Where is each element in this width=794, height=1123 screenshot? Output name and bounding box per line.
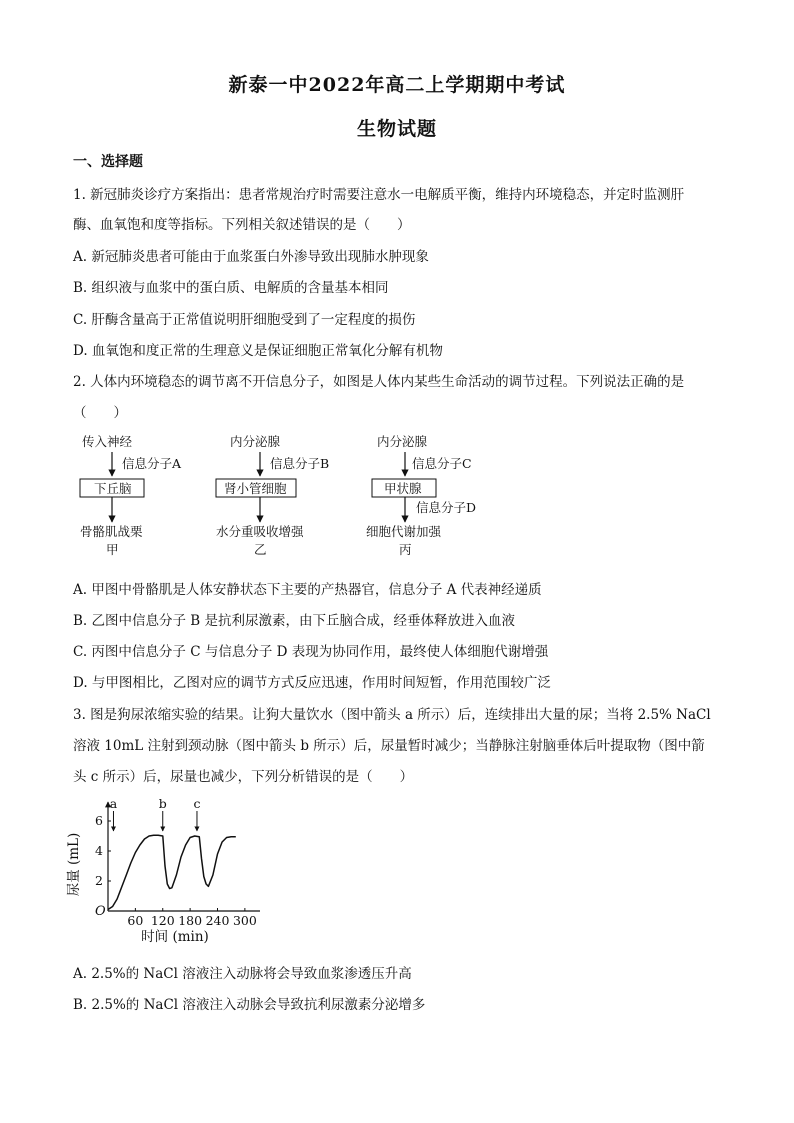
urine-volume-chart — [64, 798, 274, 950]
q3-stem-line1: 3. 图是狗尿浓缩实验的结果。让狗大量饮水（图中箭头 a 所示）后，连续排出大量的尿；当将 2.5% NaCl — [73, 707, 711, 723]
q1-option-d: D. 血氧饱和度正常的生理意义是保证细胞正常氧化分解有机物 — [73, 343, 443, 359]
q1-stem-line2: 酶、血氧饱和度等指标。下列相关叙述错误的是（ ） — [73, 217, 411, 233]
q1-stem-line1: 1. 新冠肺炎诊疗方案指出：患者常规治疗时需要注意水一电解质平衡，维持内环境稳态，并定时监测肝 — [73, 187, 685, 203]
x-tick-label: 300 — [232, 913, 257, 928]
q3-stem-line2: 溶液 10mL 注射到颈动脉（图中箭头 b 所示）后，尿量暂时减少；当静脉注射脑垂体后叶提取物（图中箭 — [73, 738, 705, 754]
bing-signal-d: 信息分子D — [416, 500, 477, 515]
x-axis-label: 时间 (min) — [141, 929, 209, 945]
yi-label: 乙 — [254, 542, 267, 557]
q2-option-d: D. 与甲图相比，乙图对应的调节方式反应迅速，作用时间短暂，作用范围较广泛 — [73, 675, 551, 691]
bing-signal-c: 信息分子C — [412, 456, 472, 471]
jia-signal-label: 信息分子A — [122, 456, 182, 471]
q3-stem-line3: 头 c 所示）后，尿量也减少，下列分析错误的是（ ） — [73, 769, 414, 785]
q3-option-a: A. 2.5%的 NaCl 溶液注入动脉将会导致血浆渗透压升高 — [73, 966, 412, 982]
y-tick-label: 6 — [95, 813, 103, 828]
bing-result: 细胞代谢加强 — [366, 524, 442, 539]
arrow-label-b: b — [158, 798, 167, 811]
regulation-diagram — [60, 430, 580, 565]
y-tick-label: 4 — [95, 843, 103, 858]
section-heading: 一、选择题 — [73, 154, 143, 170]
origin-label: O — [95, 904, 106, 919]
yi-box-label: 肾小管细胞 — [224, 481, 287, 496]
y-axis-label: 尿量 (mL) — [66, 832, 82, 897]
jia-box-label: 下丘脑 — [94, 481, 132, 496]
yi-result: 水分重吸收增强 — [216, 524, 304, 539]
x-tick-label: 180 — [178, 913, 203, 928]
urine-volume-line — [108, 835, 236, 909]
q2-option-b: B. 乙图中信息分子 B 是抗利尿激素，由下丘脑合成，经垂体释放进入血液 — [73, 613, 516, 629]
q2-option-c: C. 丙图中信息分子 C 与信息分子 D 表现为协同作用，最终使人体细胞代谢增强 — [73, 644, 549, 660]
q3-option-b: B. 2.5%的 NaCl 溶液注入动脉会导致抗利尿激素分泌增多 — [73, 997, 426, 1013]
y-tick-label: 2 — [95, 873, 103, 888]
bing-top-label: 内分泌腺 — [377, 434, 428, 449]
exam-subtitle: 生物试题 — [356, 118, 437, 140]
q2-stem-line1: 2. 人体内环境稳态的调节离不开信息分子，如图是人体内某些生命活动的调节过程。下列说法正确的是 — [73, 374, 685, 390]
bing-box-label: 甲状腺 — [384, 481, 422, 496]
bing-label: 丙 — [399, 542, 412, 557]
arrow-label-a: a — [109, 798, 118, 811]
x-tick-label: 120 — [150, 913, 175, 928]
x-tick-label: 240 — [205, 913, 230, 928]
q1-option-b: B. 组织液与血浆中的蛋白质、电解质的含量基本相同 — [73, 280, 389, 296]
yi-top-label: 内分泌腺 — [230, 434, 281, 449]
jia-label: 甲 — [106, 542, 119, 557]
q1-option-a: A. 新冠肺炎患者可能由于血浆蛋白外渗导致出现肺水肿现象 — [73, 249, 429, 265]
exam-title: 新泰一中2022年高二上学期期中考试 — [228, 74, 566, 96]
arrow-label-c: c — [193, 798, 201, 811]
jia-result: 骨骼肌战栗 — [80, 524, 143, 539]
yi-signal-label: 信息分子B — [270, 456, 330, 471]
q2-option-a: A. 甲图中骨骼肌是人体安静状态下主要的产热器官，信息分子 A 代表神经递质 — [73, 582, 542, 598]
q1-option-c: C. 肝酶含量高于正常值说明肝细胞受到了一定程度的损伤 — [73, 312, 416, 328]
jia-top-label: 传入神经 — [82, 434, 133, 449]
q2-stem-line2: （ ） — [73, 405, 127, 421]
x-tick-label: 60 — [127, 913, 144, 928]
